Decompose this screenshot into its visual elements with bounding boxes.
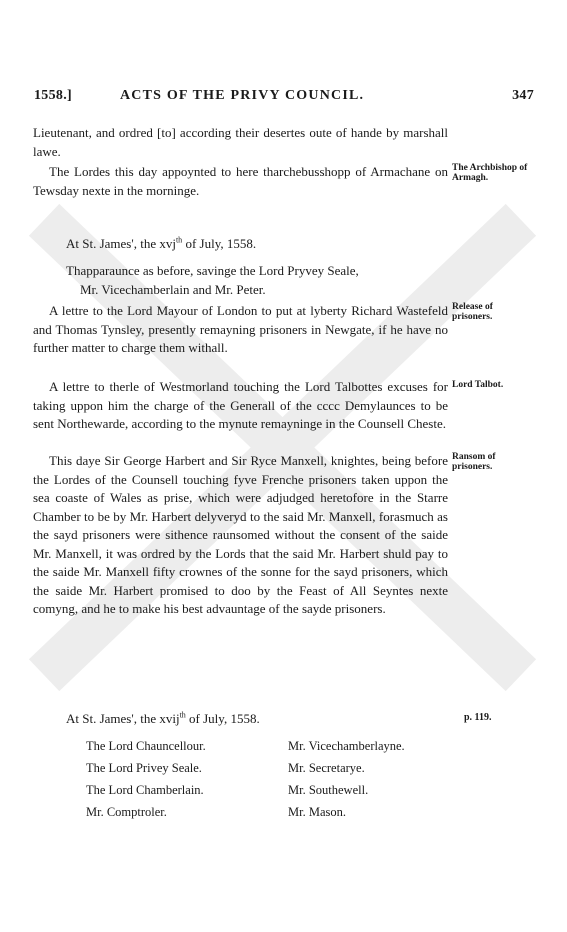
attendee: Mr. Comptroler. [86, 805, 167, 819]
attendees-right-column [288, 735, 405, 823]
paragraph-westmorland: A lettre to therle of Westmorland touching the Lord Talbottes excuses for taking uppon him the charge of the Generall of the cccc Demylaunces to be sent Northewarde, according to the mynute remayninge in the Counsell Cheste. [33, 379, 448, 431]
attendee: The Lord Chamberlain. [86, 783, 204, 797]
meeting-heading-xvj-sup: th [175, 235, 183, 245]
meeting-heading-xvj-date: of July, 1558. [182, 236, 257, 251]
paragraph-archbishop: The Lordes this day appoynted to here tharchebusshopp of Armachane on Tewsday nexte in the morninge. [33, 164, 448, 198]
attendee: Mr. Secretarye. [288, 761, 365, 775]
attendee: Mr. Southewell. [288, 783, 369, 797]
meeting-heading-xvij [66, 710, 260, 729]
margin-note-release: Release of prisoners. [452, 302, 493, 322]
attendance-line-2: Mr. Vicechamberlain and Mr. Peter. [80, 282, 266, 297]
attendee: Mr. Vicechamberlayne. [288, 739, 405, 753]
meeting-heading-xvj-place: At St. James', the xvj [66, 236, 176, 251]
margin-note-ransom: Ransom of prisoners. [452, 452, 496, 472]
page-reference: p. 119. [464, 712, 492, 723]
attendees-left-column [86, 735, 206, 823]
attendance-line-1: Thapparaunce as before, savinge the Lord Pryvey Seale, [66, 263, 359, 278]
page-number: 347 [512, 88, 534, 103]
meeting-heading-xvij-sup: th [179, 710, 186, 720]
paragraph-ransom: This daye Sir George Harbert and Sir Ryce Manxell, knightes, being before the Lordes of the Counsell touching fyve Frenche prisoners taken uppon the sea coaste of Wales as prise, which were adjudged heretofore in the Starre Chamber to be by Mr. Harbert delyveryd to the said Mr. Manxell, forasmuch as the sayd prisoners were sithence raunsomed without the consent of the saide Mr. Manxell, it was ordred by the Lords that the said Mr. Harbert shuld pay to the saide Mr. Manxell fifty crownes of the sonne for the sayd prisoners, which the saide Mr. Harbert promised to doo by the Feast of All Seyntes nexte comyng, and he to make his best advauntage of the sayde prisoners. [33, 453, 448, 616]
paragraph-continuation: Lieutenant, and ordred [to] according their desertes oute of hande by marshall lawe. [33, 125, 448, 159]
attendee: The Lord Privey Seale. [86, 761, 202, 775]
header-year: 1558.] [34, 88, 72, 103]
margin-note-archbishop: The Archbishop of Armagh. [452, 163, 528, 183]
margin-note-talbot: Lord Talbot. [452, 380, 504, 390]
header-title: ACTS OF THE PRIVY COUNCIL. [120, 88, 365, 103]
attendee: Mr. Mason. [288, 805, 346, 819]
meeting-heading-xvij-date: of July, 1558. [185, 711, 260, 726]
attendee: The Lord Chauncellour. [86, 739, 206, 753]
meeting-heading-xvij-place: At St. James', the xvij [66, 711, 180, 726]
paragraph-release: A lettre to the Lord Mayour of London to put at lyberty Richard Wastefeld and Thomas Tynsley, presently remayning prisoners in Newgate, if he have no further matter to charge them withall. [33, 303, 448, 355]
meeting-heading-xvj [66, 235, 256, 254]
